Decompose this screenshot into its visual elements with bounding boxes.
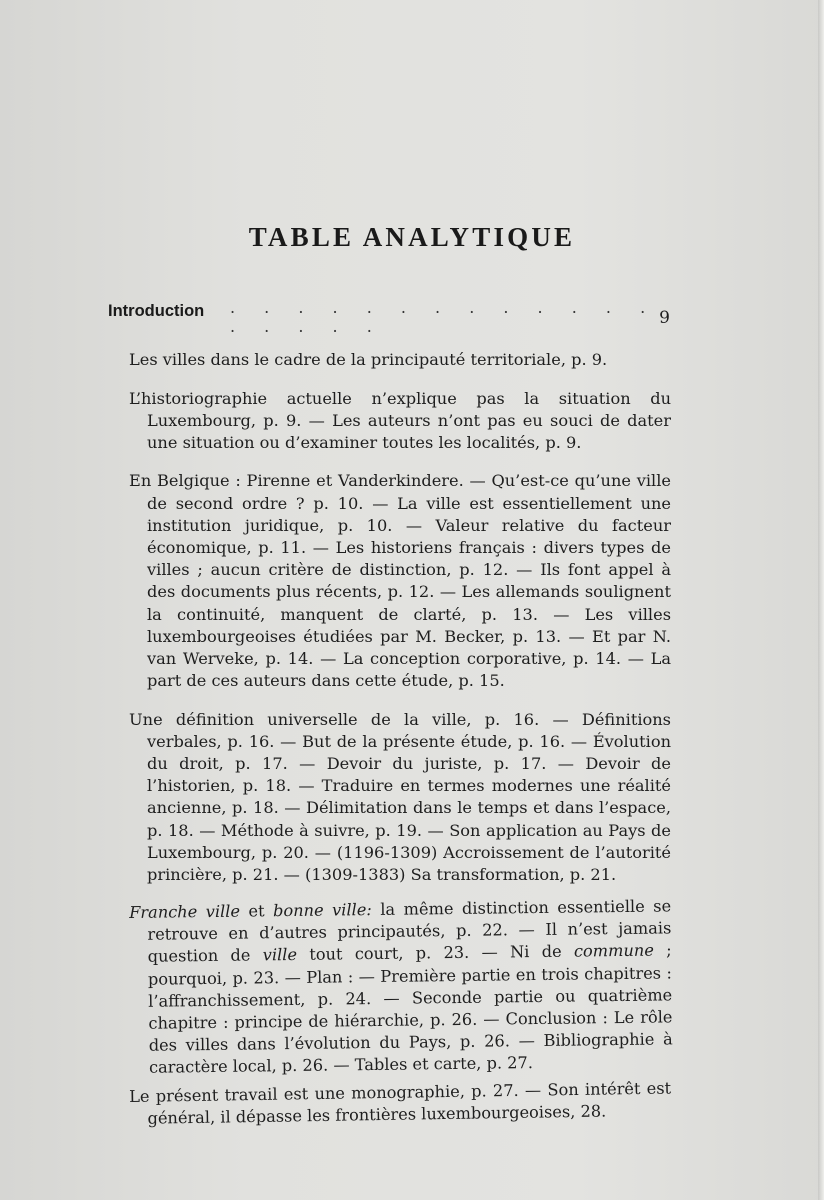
summary-text bbox=[129, 333, 671, 1136]
summary-paragraph bbox=[129, 896, 673, 1080]
paragraph-text: la même distinction essentielle se retrouve en d’autres principautés, p. 22. — Il n’est jamais question de bbox=[147, 896, 672, 967]
page-title: TABLE ANALYTIQUE bbox=[248, 222, 576, 252]
summary-paragraph: Le présent travail est une monographie, p. 27. — Son intérêt est général, il dépasse les frontières luxembourgeoises, 28. bbox=[129, 1078, 672, 1128]
summary-paragraph: Une définition universelle de la ville, p. 16. — Définitions verbales, p. 16. — But de la présente étude, p. 16. — Évolution du droit, p. 17. — Devoir du juriste, p. 17. — Devoir de l’historien, p. 18. — Traduire en termes modernes une réalité ancienne, p. 18. — Délimitation dans le temps et dans l’espace, p. 18. — Méthode à suivre, p. 19. — Son application au Pays de Luxembourg, p. 20. — (1196-1309) Accroissement de l’autorité princière, p. 21. — (1309-1383) Sa transformation, p. 21. bbox=[129, 709, 671, 885]
summary-paragraph: En Belgique : Pirenne et Vanderkindere. — Qu’est-ce qu’une ville de second ordre ? p. 10. — La ville est essentiellement une institution juridique, p. 10. — Valeur relative du facteur économique, p. 11. — Les historiens français : divers types de villes ; aucun critère de distinction, p. 12. — Ils font appel à des documents plus récents, p. 12. — Les allemands soulignent la continuité, manquent de clarté, p. 13. — Les villes luxembourgeoises étudiées par M. Becker, p. 13. — Et par N. van Werveke, p. 14. — La conception corporative, p. 14. — La part de ces auteurs dans cette étude, p. 15. bbox=[129, 471, 671, 691]
summary-paragraph: Les villes dans le cadre de la principauté territoriale, p. 9. bbox=[129, 350, 608, 370]
italic-term: commune bbox=[573, 941, 654, 962]
italic-term: Franche ville bbox=[129, 902, 241, 923]
toc-page-number: 9 bbox=[659, 308, 670, 328]
paragraph-text: tout court, p. 23. — Ni de bbox=[296, 942, 575, 965]
page-edge bbox=[818, 0, 824, 1200]
toc-entry-label: Introduction bbox=[108, 302, 205, 320]
toc-entry-introduction bbox=[108, 298, 670, 336]
italic-term: bonne ville: bbox=[272, 900, 372, 921]
paragraph-text: et bbox=[239, 901, 274, 922]
italic-term: ville bbox=[262, 945, 298, 966]
summary-paragraph: L’historiographie actuelle n’explique pas la situation du Luxembourg, p. 9. — Les auteurs n’ont pas eu souci de dater une situation ou d’examiner toutes les localités, p. 9. bbox=[129, 388, 671, 452]
dot-leader: . . . . . . . . . . . . . . . . . . bbox=[230, 298, 658, 336]
paragraph-text: ; pourquoi, p. 23. — Plan : — Première partie en trois chapitres : l’affranchissement, p. 24. — Seconde partie ou quatrième chapitre : principe de hiérarchie, p. 26. — Conclusion : Le rôle des villes dans l’évolution du Pays, p. 26. — Bibliographie à caractère local, p. 26. — Tables et carte, p. 27. bbox=[147, 941, 673, 1078]
